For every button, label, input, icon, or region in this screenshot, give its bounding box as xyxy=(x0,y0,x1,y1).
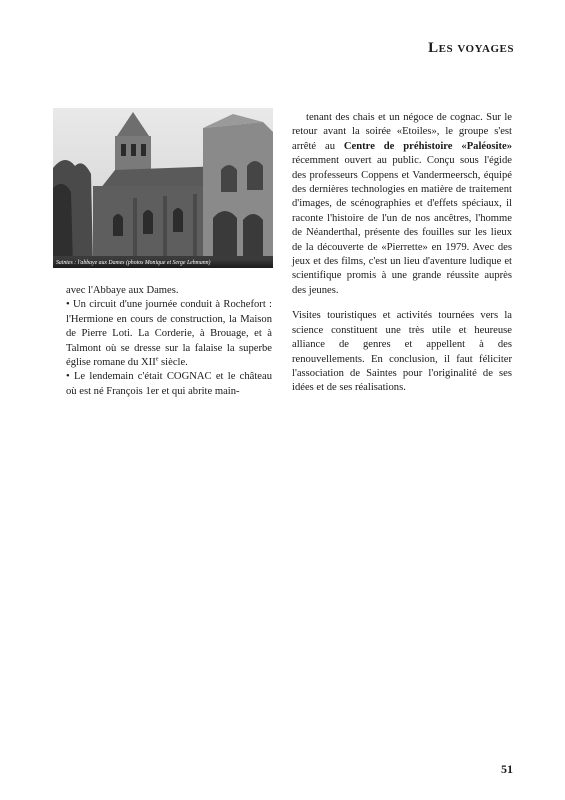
paragraph xyxy=(292,111,512,298)
paragraph-text: récemment ouvert au public. Conçu sous l'égide des professeurs Coppens et Vandermeersch, équipé des dernières technologies en matière de traitement d'images, de scénographies et d'effets spéciaux, il raconte l'histoire de l'un de nos ancêtres, l'homme de Néanderthal, présente des fouilles sur les lieux de la découverte de «Pierrette» en 1979. Avec des jeux et des films, c'est un lieu d'aventure ludique et scientifique promis à une grande réussite auprès des jeunes. xyxy=(292,155,512,296)
left-column xyxy=(66,284,272,399)
photo-caption: Saintes : l'abbaye aux Dames (photos Monique et Serge Lehmann) xyxy=(53,259,273,268)
paragraph-text: tenant des chais et un négoce de cognac. Sur le retour avant la soirée «Etoiles», le groupe s'est arrêté au xyxy=(292,112,512,152)
paragraph xyxy=(66,298,272,370)
bold-text: Centre de préhistoire «Paléosite» xyxy=(343,140,513,152)
page-number: 51 xyxy=(501,762,513,776)
paragraph-text: • Un circuit d'une journée conduit à Rochefort : l'Hermione en cours de construction, la Maison de Pierre Loti. La Corderie, à Brouage, et à Talmont où se dresse sur la falaise la superbe église romane du XII xyxy=(66,299,272,369)
paragraph-text: siècle. xyxy=(158,357,188,369)
paragraph: • Le lendemain c'était COGNAC et le château où est né François 1er et qui abrite main- xyxy=(66,371,272,397)
paragraph: avec l'Abbaye aux Dames. xyxy=(66,285,179,296)
running-header: Les voyages xyxy=(428,40,514,56)
right-column xyxy=(292,111,512,396)
abbey-photo-image xyxy=(53,108,273,268)
abbey-photo xyxy=(53,108,273,268)
superscript: e xyxy=(155,356,159,363)
paragraph: Visites touristiques et activités tournées vers la science constituent une très utile et heureuse alliance de genres et appellent à des renouvellements. En conclusion, il faut féliciter l'association de Saintes pour l'originalité de ses idées et de ses réalisations. xyxy=(292,310,512,394)
